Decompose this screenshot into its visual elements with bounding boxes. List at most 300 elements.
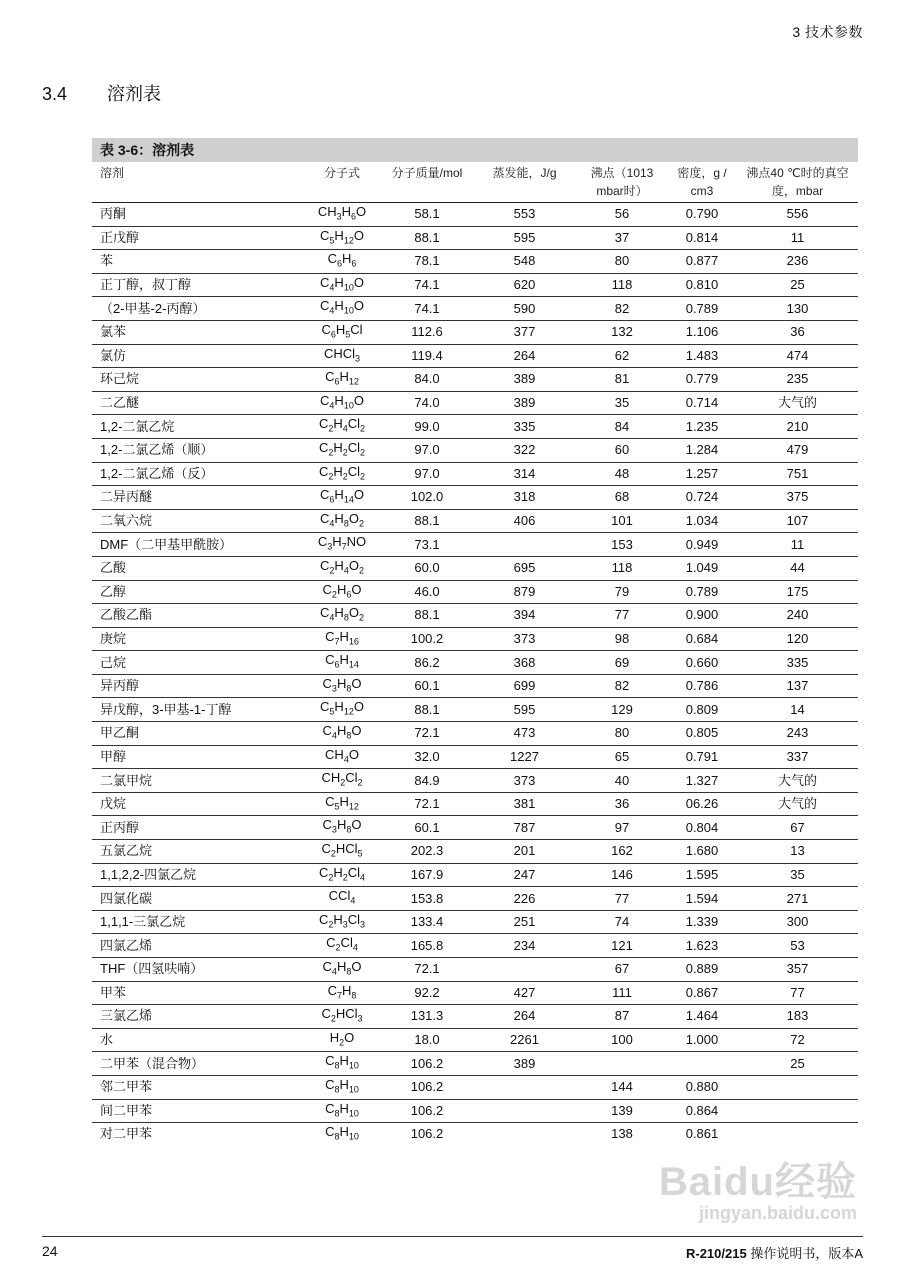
cell-vacuum: 479	[737, 438, 858, 462]
cell-formula: $C_2HCl_3$	[302, 1005, 382, 1029]
cell-vacuum: 大气的	[737, 792, 858, 816]
cell-molar-mass: 84.9	[382, 769, 472, 793]
cell-vacuum: 35	[737, 863, 858, 887]
cell-vacuum: 14	[737, 698, 858, 722]
cell-vacuum: 236	[737, 250, 858, 274]
cell-formula: $C_2H_4O_2$	[302, 556, 382, 580]
cell-density: 0.789	[667, 297, 737, 321]
cell-molar-mass: 72.1	[382, 792, 472, 816]
cell-density: 1.284	[667, 438, 737, 462]
cell-molar-mass: 133.4	[382, 910, 472, 934]
cell-density: 1.049	[667, 556, 737, 580]
cell-solvent: 正丁醇，叔丁醇	[92, 273, 302, 297]
table-row	[92, 698, 858, 722]
cell-molar-mass: 102.0	[382, 486, 472, 510]
section-number: 3.4	[42, 84, 68, 104]
cell-formula: $C_3H_8O$	[302, 816, 382, 840]
table-row	[92, 533, 858, 557]
cell-solvent: 丙酮	[92, 203, 302, 227]
cell-formula: $C_5H_{12}O$	[302, 698, 382, 722]
cell-vacuum	[737, 1075, 858, 1099]
cell-solvent: 二氯甲烷	[92, 769, 302, 793]
cell-density: 06.26	[667, 792, 737, 816]
cell-molar-mass: 78.1	[382, 250, 472, 274]
cell-solvent: 正戊醇	[92, 226, 302, 250]
cell-evaporation-energy: 389	[472, 1052, 577, 1076]
cell-density: 0.809	[667, 698, 737, 722]
cell-boiling-point: 87	[577, 1005, 667, 1029]
footer-divider	[42, 1236, 863, 1237]
cell-boiling-point: 81	[577, 368, 667, 392]
table-row	[92, 486, 858, 510]
cell-molar-mass: 88.1	[382, 226, 472, 250]
col-header-density: 密度，g / cm3	[667, 162, 737, 203]
cell-density: 0.867	[667, 981, 737, 1005]
cell-formula: $CH_3H_6O$	[302, 203, 382, 227]
cell-solvent: 正丙醇	[92, 816, 302, 840]
cell-solvent: 二氧六烷	[92, 509, 302, 533]
cell-boiling-point: 84	[577, 415, 667, 439]
cell-formula: CCl$_4$	[302, 887, 382, 911]
table-row	[92, 1052, 858, 1076]
cell-solvent: 乙酸乙酯	[92, 604, 302, 628]
cell-boiling-point: 67	[577, 958, 667, 982]
cell-molar-mass: 88.1	[382, 698, 472, 722]
cell-vacuum: 25	[737, 273, 858, 297]
cell-vacuum: 13	[737, 840, 858, 864]
cell-molar-mass: 100.2	[382, 627, 472, 651]
cell-formula: $C_5H_{12}$	[302, 792, 382, 816]
cell-density: 0.660	[667, 651, 737, 675]
table-row	[92, 958, 858, 982]
cell-density: 1.106	[667, 320, 737, 344]
cell-formula: CHCl$_3$	[302, 344, 382, 368]
cell-formula: $C_2H_6O$	[302, 580, 382, 604]
cell-solvent: DMF（二甲基甲酰胺）	[92, 533, 302, 557]
table-row	[92, 887, 858, 911]
cell-boiling-point: 65	[577, 745, 667, 769]
table-row	[92, 438, 858, 462]
cell-molar-mass: 86.2	[382, 651, 472, 675]
cell-density: 0.786	[667, 674, 737, 698]
cell-molar-mass: 74.1	[382, 297, 472, 321]
cell-density: 1.257	[667, 462, 737, 486]
cell-formula: $C_2H_3Cl_3$	[302, 910, 382, 934]
table-body	[92, 203, 858, 1146]
cell-density: 0.814	[667, 226, 737, 250]
cell-formula: $C_3H_7NO$	[302, 533, 382, 557]
cell-solvent: 氯仿	[92, 344, 302, 368]
cell-vacuum: 335	[737, 651, 858, 675]
cell-density: 0.880	[667, 1075, 737, 1099]
document-footer	[686, 1243, 863, 1262]
cell-solvent: 乙醇	[92, 580, 302, 604]
cell-vacuum: 107	[737, 509, 858, 533]
table-row	[92, 910, 858, 934]
col-header-vacuum: 沸点40 ℃时的真空度，mbar	[737, 162, 858, 203]
cell-vacuum: 243	[737, 722, 858, 746]
cell-molar-mass: 74.0	[382, 391, 472, 415]
cell-evaporation-energy: 406	[472, 509, 577, 533]
cell-molar-mass: 106.2	[382, 1099, 472, 1123]
cell-evaporation-energy: 787	[472, 816, 577, 840]
cell-boiling-point: 82	[577, 297, 667, 321]
cell-boiling-point: 153	[577, 533, 667, 557]
cell-vacuum: 67	[737, 816, 858, 840]
cell-boiling-point: 48	[577, 462, 667, 486]
cell-evaporation-energy: 427	[472, 981, 577, 1005]
cell-solvent: 异戊醇，3-甲基-1-丁醇	[92, 698, 302, 722]
cell-formula: $C_8H_{10}$	[302, 1075, 382, 1099]
cell-formula: $C_4H_{10}O$	[302, 297, 382, 321]
cell-density: 0.779	[667, 368, 737, 392]
cell-solvent: 水	[92, 1028, 302, 1052]
cell-evaporation-energy: 381	[472, 792, 577, 816]
cell-molar-mass: 153.8	[382, 887, 472, 911]
cell-solvent: 1,2-二氯乙烯（顺）	[92, 438, 302, 462]
cell-solvent: 四氯化碳	[92, 887, 302, 911]
table-row	[92, 816, 858, 840]
cell-density: 0.810	[667, 273, 737, 297]
cell-solvent: 五氯乙烷	[92, 840, 302, 864]
cell-evaporation-energy: 335	[472, 415, 577, 439]
page-number: 24	[42, 1243, 58, 1259]
cell-vacuum: 大气的	[737, 391, 858, 415]
cell-solvent: 三氯乙烯	[92, 1005, 302, 1029]
cell-evaporation-energy: 368	[472, 651, 577, 675]
cell-vacuum: 235	[737, 368, 858, 392]
cell-vacuum: 474	[737, 344, 858, 368]
cell-boiling-point: 60	[577, 438, 667, 462]
cell-vacuum: 36	[737, 320, 858, 344]
cell-vacuum: 375	[737, 486, 858, 510]
col-header-solvent: 溶剂	[92, 162, 302, 203]
cell-solvent: 二甲苯（混合物）	[92, 1052, 302, 1076]
cell-boiling-point: 97	[577, 816, 667, 840]
cell-vacuum: 130	[737, 297, 858, 321]
cell-evaporation-energy: 473	[472, 722, 577, 746]
cell-vacuum: 300	[737, 910, 858, 934]
cell-solvent: 1,2-二氯乙烯（反）	[92, 462, 302, 486]
cell-molar-mass: 60.0	[382, 556, 472, 580]
cell-vacuum: 25	[737, 1052, 858, 1076]
cell-molar-mass: 97.0	[382, 462, 472, 486]
cell-boiling-point	[577, 1052, 667, 1076]
cell-molar-mass: 58.1	[382, 203, 472, 227]
cell-density: 1.680	[667, 840, 737, 864]
table-row	[92, 722, 858, 746]
cell-molar-mass: 18.0	[382, 1028, 472, 1052]
cell-vacuum: 120	[737, 627, 858, 651]
cell-formula: $C_5H_{12}O$	[302, 226, 382, 250]
table-row	[92, 769, 858, 793]
cell-molar-mass: 106.2	[382, 1075, 472, 1099]
cell-solvent: 1,1,1-三氯乙烷	[92, 910, 302, 934]
table-row	[92, 368, 858, 392]
table-row	[92, 509, 858, 533]
cell-evaporation-energy	[472, 958, 577, 982]
cell-formula: $C_4H_{10}O$	[302, 391, 382, 415]
table-row	[92, 604, 858, 628]
cell-molar-mass: 92.2	[382, 981, 472, 1005]
table-row	[92, 580, 858, 604]
table-row	[92, 792, 858, 816]
cell-molar-mass: 112.6	[382, 320, 472, 344]
cell-vacuum: 240	[737, 604, 858, 628]
cell-density: 0.724	[667, 486, 737, 510]
cell-molar-mass: 202.3	[382, 840, 472, 864]
cell-vacuum: 556	[737, 203, 858, 227]
table-row	[92, 320, 858, 344]
table-row	[92, 934, 858, 958]
cell-formula: $C_2HCl_5$	[302, 840, 382, 864]
cell-evaporation-energy: 264	[472, 1005, 577, 1029]
cell-evaporation-energy: 234	[472, 934, 577, 958]
cell-solvent: 环己烷	[92, 368, 302, 392]
cell-evaporation-energy: 377	[472, 320, 577, 344]
cell-vacuum: 357	[737, 958, 858, 982]
table-caption: 表 3-6：溶剂表	[92, 138, 858, 162]
cell-evaporation-energy: 201	[472, 840, 577, 864]
cell-boiling-point: 101	[577, 509, 667, 533]
table-row	[92, 1099, 858, 1123]
cell-evaporation-energy: 314	[472, 462, 577, 486]
cell-formula: $C_6H_6$	[302, 250, 382, 274]
cell-boiling-point: 56	[577, 203, 667, 227]
cell-boiling-point: 69	[577, 651, 667, 675]
cell-boiling-point: 77	[577, 887, 667, 911]
cell-boiling-point: 118	[577, 556, 667, 580]
cell-solvent: 邻二甲苯	[92, 1075, 302, 1099]
cell-density: 0.789	[667, 580, 737, 604]
cell-solvent: 1,2-二氯乙烷	[92, 415, 302, 439]
cell-density: 0.714	[667, 391, 737, 415]
cell-formula: $C_2Cl_4$	[302, 934, 382, 958]
cell-solvent: 二异丙醚	[92, 486, 302, 510]
cell-evaporation-energy: 373	[472, 627, 577, 651]
cell-evaporation-energy: 251	[472, 910, 577, 934]
cell-boiling-point: 138	[611, 1126, 633, 1142]
section-heading	[42, 80, 161, 106]
table-row	[92, 273, 858, 297]
cell-solvent: THF（四氢呋喃）	[92, 958, 302, 982]
cell-formula: $CH_4O$	[302, 745, 382, 769]
cell-vacuum: 77	[737, 981, 858, 1005]
cell-solvent: 四氯乙烯	[92, 934, 302, 958]
cell-solvent: 异丙醇	[92, 674, 302, 698]
cell-molar-mass: 106.2	[410, 1126, 444, 1142]
cell-solvent: 庚烷	[92, 627, 302, 651]
cell-formula: $C_7H_{16}$	[302, 627, 382, 651]
cell-solvent: 苯	[92, 250, 302, 274]
cell-boiling-point: 80	[577, 250, 667, 274]
cell-solvent: 二乙醚	[92, 391, 302, 415]
cell-solvent: 己烷	[92, 651, 302, 675]
cell-molar-mass: 60.1	[382, 674, 472, 698]
cell-molar-mass: 46.0	[382, 580, 472, 604]
cell-formula: $C_3H_8O$	[302, 674, 382, 698]
cell-formula: $C_4H_8O_2$	[302, 604, 382, 628]
cell-solvent: 甲乙酮	[92, 722, 302, 746]
table-row	[92, 415, 858, 439]
cell-evaporation-energy: 394	[472, 604, 577, 628]
cell-formula: $C_4H_8O_2$	[302, 509, 382, 533]
cell-boiling-point: 79	[577, 580, 667, 604]
cell-evaporation-energy	[472, 1075, 577, 1099]
cell-boiling-point: 68	[577, 486, 667, 510]
cell-formula: $C_2H_2Cl_4$	[302, 863, 382, 887]
cell-formula: $C_6H_{12}$	[302, 368, 382, 392]
cell-density: 1.235	[667, 415, 737, 439]
cell-formula: $H_2O$	[302, 1028, 382, 1052]
cell-evaporation-energy: 247	[472, 863, 577, 887]
cell-molar-mass: 73.1	[382, 533, 472, 557]
cell-solvent: 氯苯	[92, 320, 302, 344]
cell-boiling-point: 146	[577, 863, 667, 887]
table-row	[92, 863, 858, 887]
cell-formula: $C_8H_{10}$	[302, 1099, 382, 1123]
cell-formula: $C_2H_4Cl_2$	[302, 415, 382, 439]
cell-molar-mass: 88.1	[382, 509, 472, 533]
cell-density: 1.623	[667, 934, 737, 958]
cell-molar-mass: 119.4	[382, 344, 472, 368]
cell-molar-mass: 97.0	[382, 438, 472, 462]
cell-boiling-point: 98	[577, 627, 667, 651]
cell-vacuum: 175	[737, 580, 858, 604]
cell-density: 0.805	[667, 722, 737, 746]
cell-density: 1.034	[667, 509, 737, 533]
cell-molar-mass: 165.8	[382, 934, 472, 958]
cell-density: 1.594	[667, 887, 737, 911]
cell-evaporation-energy	[472, 533, 577, 557]
table-row	[92, 250, 858, 274]
col-header-evaporation-energy: 蒸发能，J/g	[472, 162, 577, 203]
cell-solvent: 甲醇	[92, 745, 302, 769]
cell-vacuum: 183	[737, 1005, 858, 1029]
table-row	[92, 981, 858, 1005]
cell-evaporation-energy: 226	[472, 887, 577, 911]
watermark-url: jingyan.baidu.com	[698, 1203, 857, 1223]
table-row	[92, 1123, 858, 1146]
cell-vacuum: 11	[737, 533, 858, 557]
table-row	[92, 344, 858, 368]
cell-density: 0.949	[667, 533, 737, 557]
cell-density	[667, 1052, 737, 1076]
cell-evaporation-energy: 595	[472, 226, 577, 250]
cell-evaporation-energy: 553	[472, 203, 577, 227]
cell-density: 0.877	[667, 250, 737, 274]
cell-boiling-point: 37	[577, 226, 667, 250]
table-row	[92, 462, 858, 486]
document-title: 操作说明书，版本A	[750, 1246, 863, 1261]
cell-vacuum: 44	[737, 556, 858, 580]
cell-evaporation-energy: 1227	[472, 745, 577, 769]
cell-evaporation-energy: 595	[472, 698, 577, 722]
cell-formula: $C_4H_{10}O$	[302, 273, 382, 297]
cell-vacuum: 53	[737, 934, 858, 958]
cell-boiling-point: 118	[577, 273, 667, 297]
cell-boiling-point: 40	[577, 769, 667, 793]
cell-vacuum	[737, 1123, 858, 1146]
table-row	[92, 1028, 858, 1052]
cell-density: 0.900	[667, 604, 737, 628]
cell-formula: $C_2H_2Cl_2$	[302, 462, 382, 486]
cell-solvent: 戊烷	[92, 792, 302, 816]
cell-vacuum: 137	[737, 674, 858, 698]
cell-density: 0.864	[667, 1099, 737, 1123]
cell-vacuum: 271	[737, 887, 858, 911]
cell-boiling-point: 74	[577, 910, 667, 934]
cell-boiling-point: 132	[577, 320, 667, 344]
cell-evaporation-energy: 695	[472, 556, 577, 580]
watermark	[659, 1150, 857, 1224]
cell-evaporation-energy: 620	[472, 273, 577, 297]
cell-boiling-point: 129	[577, 698, 667, 722]
cell-density: 1.595	[667, 863, 737, 887]
col-header-boiling-point: 沸点（1013 mbar时）	[577, 162, 667, 203]
table-row	[92, 297, 858, 321]
cell-boiling-point: 144	[577, 1075, 667, 1099]
cell-evaporation-energy: 699	[472, 674, 577, 698]
solvent-table-container	[92, 138, 858, 1146]
document-code: R-210/215	[685, 1246, 747, 1261]
cell-boiling-point: 35	[577, 391, 667, 415]
table-header-row	[92, 162, 858, 203]
cell-density: 0.804	[667, 816, 737, 840]
cell-vacuum: 大气的	[737, 769, 858, 793]
table-row	[92, 627, 858, 651]
cell-boiling-point: 121	[577, 934, 667, 958]
chapter-header: 3 技术参数	[792, 24, 863, 40]
cell-density: 0.684	[667, 627, 737, 651]
cell-density: 0.889	[667, 958, 737, 982]
cell-evaporation-energy: 389	[472, 391, 577, 415]
cell-vacuum	[737, 1099, 858, 1123]
cell-solvent: 间二甲苯	[92, 1099, 302, 1123]
cell-evaporation-energy: 264	[472, 344, 577, 368]
cell-evaporation-energy: 322	[472, 438, 577, 462]
cell-evaporation-energy: 879	[472, 580, 577, 604]
cell-molar-mass: 74.1	[382, 273, 472, 297]
cell-boiling-point: 80	[577, 722, 667, 746]
cell-molar-mass: 167.9	[382, 863, 472, 887]
table-row	[92, 226, 858, 250]
cell-density: 1.464	[667, 1005, 737, 1029]
cell-molar-mass: 72.1	[382, 958, 472, 982]
table-row	[92, 1075, 858, 1099]
cell-solvent: 乙酸	[92, 556, 302, 580]
cell-molar-mass: 84.0	[382, 368, 472, 392]
solvent-table	[92, 162, 858, 1146]
table-row	[92, 674, 858, 698]
watermark-logo: Baidu经验	[658, 1160, 857, 1204]
cell-formula: $CH_2Cl_2$	[302, 769, 382, 793]
cell-evaporation-energy: 2261	[472, 1028, 577, 1052]
cell-boiling-point: 111	[577, 981, 667, 1005]
cell-boiling-point: 77	[577, 604, 667, 628]
cell-boiling-point: 62	[577, 344, 667, 368]
cell-formula: $C_4H_8O$	[302, 722, 382, 746]
cell-density: 0.791	[667, 745, 737, 769]
cell-vacuum: 11	[737, 226, 858, 250]
cell-molar-mass: 72.1	[382, 722, 472, 746]
cell-vacuum: 337	[737, 745, 858, 769]
cell-formula: $C_6H_{14}$	[302, 651, 382, 675]
cell-boiling-point: 100	[577, 1028, 667, 1052]
cell-molar-mass: 88.1	[382, 604, 472, 628]
cell-boiling-point: 162	[577, 840, 667, 864]
cell-evaporation-energy	[472, 1123, 577, 1146]
